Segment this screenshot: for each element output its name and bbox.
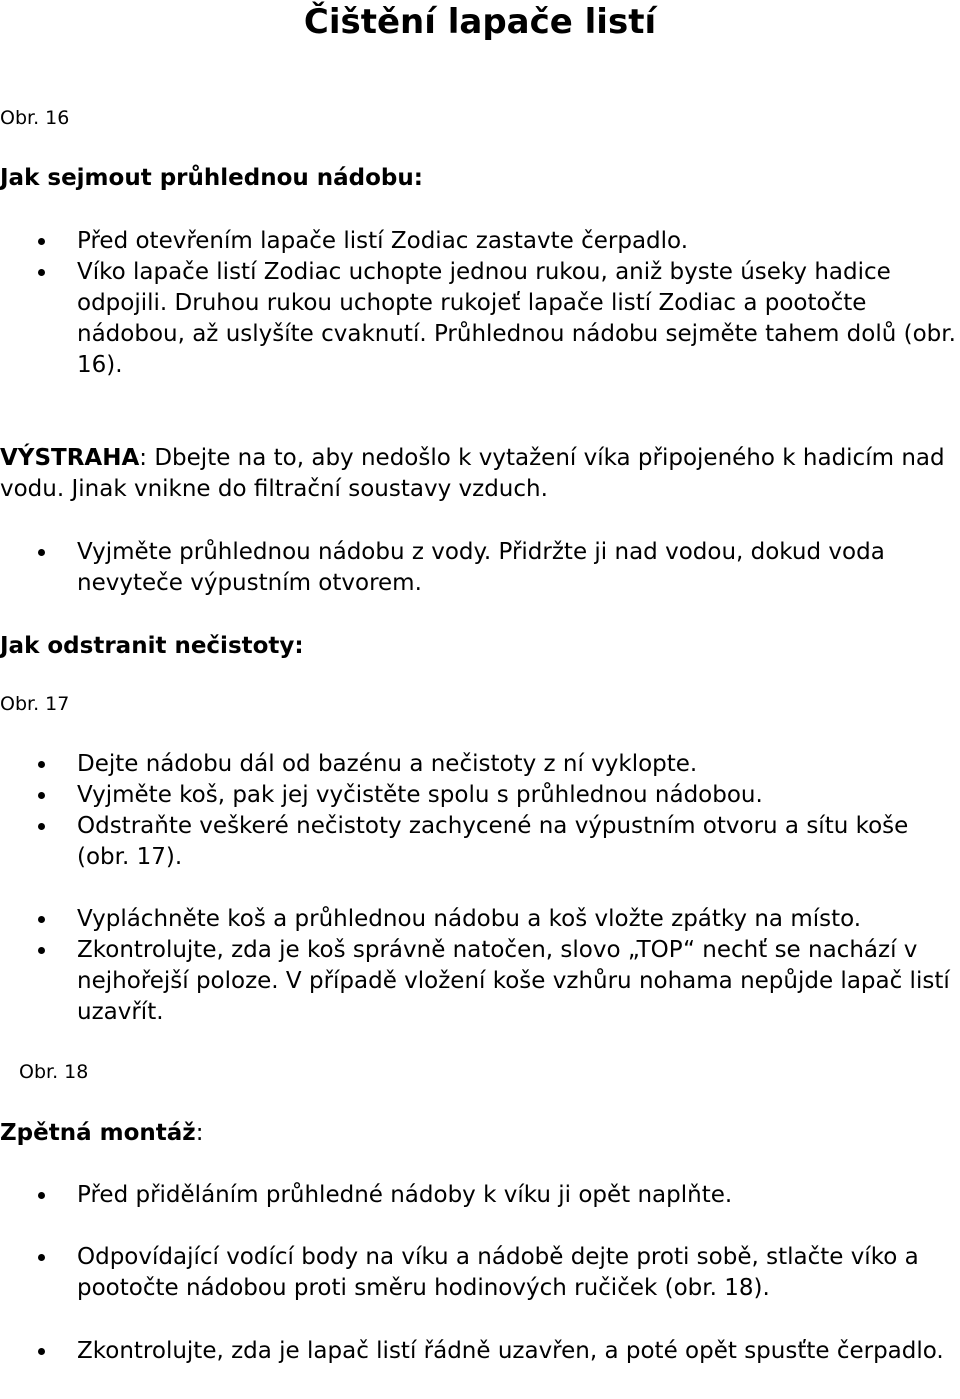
bullet-icon [38, 792, 45, 799]
bullet-icon [38, 823, 45, 830]
list-item-text: Dejte nádobu dál od bazénu a nečistoty z ní vyklopte. [77, 751, 698, 777]
debris-steps-list [0, 749, 958, 873]
list-item-text: Vyjměte průhlednou nádobu z vody. Přidržte ji nad vodou, dokud voda nevyteče výpustním otvorem. [77, 539, 885, 596]
list-item [0, 537, 958, 599]
list-item-text: Zkontrolujte, zda je lapač listí řádně uzavřen, a poté opět spusťte čerpadlo. [77, 1338, 944, 1364]
list-item-text: Odpovídající vodící body na víku a nádobě dejte proti sobě, stlačte víko a pootočte nádobou proti směru hodinových ručiček (obr. 18). [77, 1244, 919, 1301]
section-heading-remove-debris: Jak odstranit nečistoty: [0, 633, 304, 659]
section-heading-remove-container: Jak sejmout průhlednou nádobu: [0, 165, 423, 191]
section-heading-reassembly [0, 1118, 203, 1148]
rinse-steps-list [0, 904, 958, 1028]
bullet-icon [38, 761, 45, 768]
list-item [0, 935, 958, 1028]
bullet-icon [38, 947, 45, 954]
list-item [0, 257, 958, 381]
warning-label: VÝSTRAHA [0, 445, 140, 471]
figure-caption-17: Obr. 17 [0, 693, 70, 715]
list-item-text: Vyjměte koš, pak jej vyčistěte spolu s průhlednou nádobou. [77, 782, 763, 808]
list-item-text: Před otevřením lapače listí Zodiac zastavte čerpadlo. [77, 228, 689, 254]
page-title: Čištění lapače listí [303, 2, 657, 42]
bullet-icon [38, 1192, 45, 1199]
list-item-text: Zkontrolujte, zda je koš správně natočen, slovo „TOP“ nechť se nachází v nejhořejší poloze. V případě vložení koše vzhůru nohama nepůjde lapač listí uzavřít. [77, 937, 950, 1025]
bullet-icon [38, 1254, 45, 1261]
figure-caption-16: Obr. 16 [0, 107, 70, 129]
heading-colon: : [195, 1120, 204, 1146]
list-item [0, 1336, 958, 1367]
bullet-icon [38, 1348, 45, 1355]
drain-steps-list [0, 537, 958, 599]
list-item [0, 904, 958, 935]
list-item-text: Vypláchněte koš a průhlednou nádobu a koš vložte zpátky na místo. [77, 906, 862, 932]
reassembly-step-2 [0, 1242, 958, 1304]
figure-caption-18: Obr. 18 [19, 1061, 89, 1083]
list-item [0, 1242, 958, 1304]
bullet-icon [38, 916, 45, 923]
warning-paragraph [0, 443, 950, 505]
list-item [0, 780, 958, 811]
remove-steps-list [0, 226, 958, 381]
warning-text: : Dbejte na to, aby nedošlo k vytažení víka připojeného k hadicím nad vodu. Jinak vnikne do filtrační soustavy vzduch. [0, 445, 945, 502]
list-item [0, 749, 958, 780]
bullet-icon [38, 269, 45, 276]
bullet-icon [38, 549, 45, 556]
bullet-icon [38, 238, 45, 245]
reassembly-step-1 [0, 1180, 958, 1211]
list-item-text: Před přiděláním průhledné nádoby k víku ji opět naplňte. [77, 1182, 733, 1208]
reassembly-step-3 [0, 1336, 958, 1367]
list-item-text: Odstraňte veškeré nečistoty zachycené na výpustním otvoru a sítu koše (obr. 17). [77, 813, 909, 870]
list-item-text: Víko lapače listí Zodiac uchopte jednou rukou, aniž byste úseky hadice odpojili. Druhou rukou uchopte rukojeť lapače listí Zodiac a pootočte nádobou, až uslyšíte cvaknutí. Průhlednou nádobu sejměte tahem dolů (obr. 16). [77, 259, 956, 378]
list-item [0, 1180, 958, 1211]
list-item [0, 226, 958, 257]
list-item [0, 811, 958, 873]
heading-text: Zpětná montáž [0, 1120, 196, 1146]
